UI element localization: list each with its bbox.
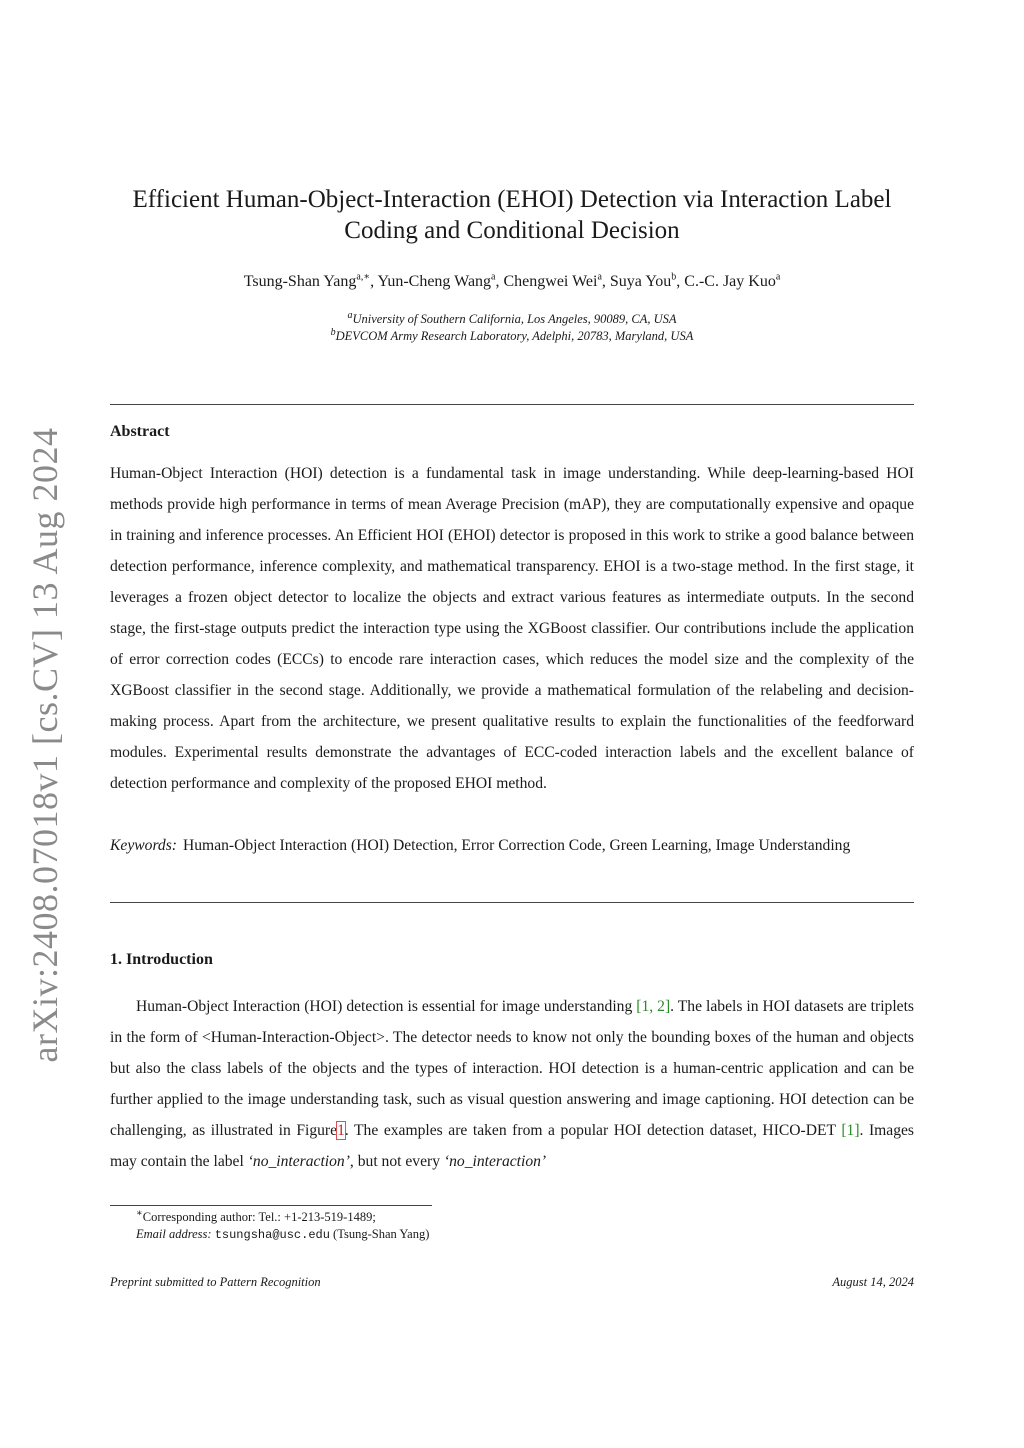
- footer-left: Preprint submitted to Pattern Recognition: [110, 1275, 321, 1289]
- affiliation-text: DEVCOM Army Research Laboratory, Adelphi, 20783, Maryland, USA: [335, 329, 694, 343]
- affiliation-line: [110, 328, 914, 345]
- footnote-rule: [110, 1205, 432, 1206]
- intro-text: . Images may contain the label: [110, 1122, 914, 1170]
- footnote: [110, 1209, 914, 1244]
- affiliation-line: [110, 311, 914, 328]
- affiliation-mark: a: [347, 309, 353, 321]
- footnote-line: [136, 1226, 914, 1244]
- page-footer: [110, 1275, 914, 1290]
- author-name: Chengwei Wei: [503, 273, 598, 290]
- title-line-2: Coding and Conditional Decision: [344, 217, 680, 244]
- intro-text: . The examples are taken from a popular HOI detection dataset, HICO-DET: [344, 1122, 842, 1139]
- author-affil-mark: a: [775, 271, 781, 283]
- introduction-paragraph: [110, 991, 914, 1177]
- author-name: Tsung-Shan Yang: [243, 273, 357, 290]
- affiliations: [110, 311, 914, 345]
- author-affil-mark: a,∗: [356, 271, 371, 283]
- title-line-1: Efficient Human-Object-Interaction (EHOI) Detection via Interaction Label: [132, 186, 892, 213]
- abstract-text: Human-Object Interaction (HOI) detection is a fundamental task in image understanding. While deep-learning-based HOI methods provide high performance in terms of mean Average Precision (mAP), they are computationally expensive and opaque in training and inference processes. An Efficient HOI (EHOI) detector is proposed in this work to strike a good balance between detection performance, inference complexity, and mathematical transparency. EHOI is a two-stage method. In the first stage, it leverages a frozen object detector to localize the objects and extract various features as intermediate outputs. In the second stage, the first-stage outputs predict the interaction type using the XGBoost classifier. Our contributions include the application of error correction codes (ECCs) to encode rare interaction cases, which reduces the model size and the complexity of the XGBoost classifier in the second stage. Additionally, we provide a mathematical formulation of the relabeling and decision-making process. Apart from the architecture, we present qualitative results to explain the functionalities of the feedforward modules. Experimental results demonstrate the advantages of ECC-coded interaction labels and the excellent balance of detection performance and complexity of the proposed EHOI method.: [110, 465, 914, 792]
- citation-link[interactable]: [1]: [841, 1122, 860, 1139]
- intro-text: , but not every: [349, 1153, 444, 1170]
- keywords: [110, 830, 914, 861]
- arxiv-stamp-text: arXiv:2408.07018v1 [cs.CV] 13 Aug 2024: [25, 427, 65, 1063]
- intro-term: ‘no_interaction’: [247, 1153, 350, 1170]
- abstract-bottom-rule: [110, 902, 914, 903]
- email-label: Email address:: [136, 1227, 212, 1241]
- abstract-heading: Abstract: [110, 423, 170, 440]
- figure-link[interactable]: 1: [337, 1122, 345, 1139]
- intro-text: . The labels in HOI datasets are triplets in the form of <Human-Interaction-Object>. The detector needs to know not only the bounding boxes of the human and objects but also the class labels of the objects and the types of interaction. HOI detection is a human-centric application and can be further applied to the image understanding task, such as visual question answering and image captioning. HOI detection can be challenging, as illustrated in Figure: [110, 998, 914, 1139]
- intro-term: ‘no_interaction’: [443, 1153, 547, 1170]
- author-affil-mark: a: [491, 271, 496, 283]
- keywords-label: Keywords:: [110, 837, 177, 854]
- author-name: Yun-Cheng Wang: [377, 273, 492, 290]
- author-affil-mark: a: [597, 271, 602, 283]
- email-address[interactable]: tsungsha@usc.edu: [214, 1228, 330, 1242]
- affiliation-mark: b: [330, 326, 336, 338]
- arxiv-stamp: [14, 0, 76, 1448]
- citation-link[interactable]: [1, 2]: [636, 998, 671, 1015]
- email-owner: (Tsung-Shan Yang): [333, 1227, 430, 1241]
- footnote-line: [136, 1209, 914, 1226]
- affiliation-text: University of Southern California, Los Angeles, 90089, CA, USA: [352, 312, 677, 326]
- author-affil-mark: b: [671, 271, 677, 283]
- footnote-text: Corresponding author: Tel.: +1-213-519-1489;: [142, 1210, 376, 1224]
- author-name: C.-C. Jay Kuo: [684, 273, 776, 290]
- keywords-text: Human-Object Interaction (HOI) Detection, Error Correction Code, Green Learning, Image Understanding: [183, 837, 851, 854]
- introduction-heading: 1. Introduction: [110, 951, 213, 968]
- footer-date: August 14, 2024: [832, 1275, 914, 1289]
- footnote-mark: ∗: [136, 1207, 143, 1219]
- intro-text: Human-Object Interaction (HOI) detection is essential for image understanding: [136, 998, 637, 1015]
- author-name: Suya You: [609, 273, 672, 290]
- abstract-top-rule: [110, 404, 914, 405]
- paper-title: [110, 184, 914, 246]
- author-list: Tsung-Shan Yang$^{a,∗}$, Yun-Cheng Wang$^a$, Chengwei Wei$^a$, Suya You$^b$, C.-C. Jay Kuo$^a$: [243, 271, 781, 290]
